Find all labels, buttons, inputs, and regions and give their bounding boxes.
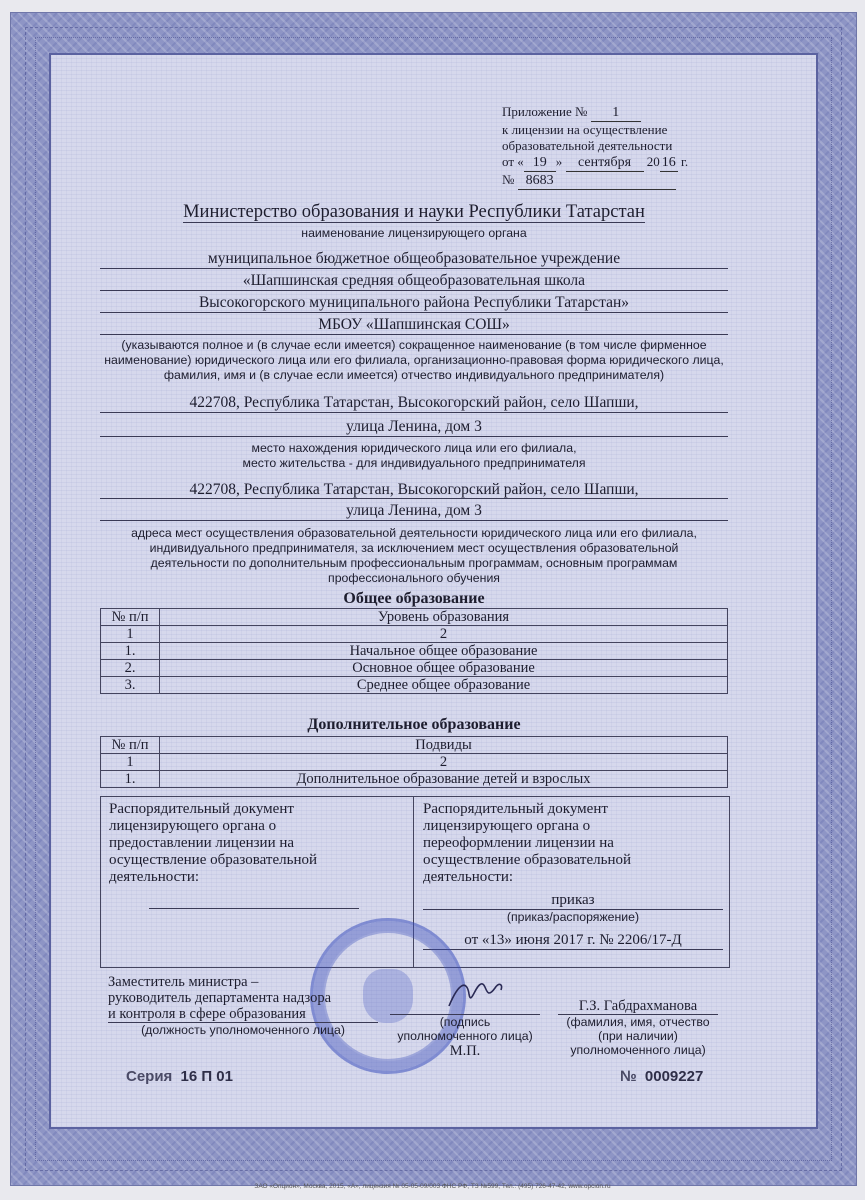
reissue-order-line2: лицензирующего органа о xyxy=(423,818,591,834)
col-name-index: 2 xyxy=(160,626,728,643)
row-name: Среднее общее образование xyxy=(160,677,728,694)
org-caption: (указываются полное и (в случае если имеется) сокращенное наименование (в том числе фирменное наименование) юридического лица или его филиала, организационно-правовая форма юридического лица, фамилия, имя и (в случае если имеется) отчество индивидуального предпринимателя) xyxy=(104,338,724,382)
row-name: Начальное общее образование xyxy=(160,643,728,660)
reissue-order xyxy=(423,801,723,950)
annex-number: 1 xyxy=(591,105,641,122)
org-line1: муниципальное бюджетное общеобразовательное учреждение xyxy=(100,250,728,269)
license-annex xyxy=(100,96,728,1096)
activity-caption2: индивидуального предпринимателя, за исключением мест осуществления образовательной xyxy=(149,541,679,555)
annex-header xyxy=(502,104,722,190)
seal-caption: М.П. xyxy=(449,1043,481,1059)
reissue-doc-type: приказ xyxy=(423,892,723,910)
date-day: 19 xyxy=(524,155,556,172)
grant-order-line2: лицензирующего органа о xyxy=(109,818,277,834)
printer-imprint: ЗАО «Опцион», Москва, 2015, «А», лицензия № 05-05-09/003 ФНС РФ, ТЗ №599, Тел.: (495) 726-47-42, www.opcion.ru xyxy=(254,1183,611,1190)
annex-label: Приложение № xyxy=(502,104,588,119)
col-num-header: № п/п xyxy=(101,737,160,754)
col-name-index: 2 xyxy=(160,754,728,771)
signatory-name-block xyxy=(558,998,718,1057)
date-mid: » xyxy=(555,154,563,169)
annex-date xyxy=(502,154,722,172)
position-caption: (должность уполномоченного лица) xyxy=(141,1023,345,1037)
annex-line2: к лицензии на осуществление xyxy=(502,122,668,137)
license-no-label: № xyxy=(502,172,515,187)
org-line2: «Шапшинская средняя общеобразовательная школа xyxy=(100,272,728,291)
activity-rule1 xyxy=(100,498,728,499)
form-number-label: № xyxy=(620,1068,637,1085)
general-education-title: Общее образование xyxy=(343,590,485,607)
position-line2: руководитель департамента надзора xyxy=(108,990,332,1006)
reissue-order-line1: Распорядительный документ xyxy=(423,801,608,817)
activity-caption1: адреса мест осуществления образовательной деятельности юридического лица или его филиала, xyxy=(131,526,697,540)
org-short-name: МБОУ «Шапшинская СОШ» xyxy=(100,316,728,335)
authority-name xyxy=(100,202,728,223)
activity-line1: 422708, Республика Татарстан, Высокогорский район, село Шапши, xyxy=(189,481,639,498)
annex-line3: образовательной деятельности xyxy=(502,138,673,153)
series-label: Серия xyxy=(126,1068,173,1085)
org-line3: Высокогорского муниципального района Республики Татарстан» xyxy=(100,294,728,313)
license-number: 8683 xyxy=(518,173,676,190)
table-row xyxy=(101,677,728,694)
grant-order xyxy=(109,801,405,909)
form-number: 0009227 xyxy=(644,1068,704,1085)
location-caption1: место нахождения юридического лица или его филиала, xyxy=(251,441,577,455)
location-line1: 422708, Республика Татарстан, Высокогорский район, село Шапши, xyxy=(189,394,639,411)
col-num-index: 1 xyxy=(101,626,160,643)
date-year-prefix: 20 xyxy=(646,154,660,169)
col-num-index: 1 xyxy=(101,754,160,771)
row-num: 1. xyxy=(101,771,160,788)
row-name: Основное общее образование xyxy=(160,660,728,677)
row-num: 2. xyxy=(101,660,160,677)
position-line1: Заместитель министра – xyxy=(108,974,259,990)
activity-caption3: деятельности по дополнительным профессиональным программам, основным программам xyxy=(150,556,678,570)
col-name-header: Подвиды xyxy=(160,737,728,754)
date-month: сентября xyxy=(566,155,644,172)
table-index-row xyxy=(101,626,728,643)
grant-order-line4: осуществление образовательной xyxy=(109,852,317,868)
signatory-name: Г.З. Габдрахманова xyxy=(558,998,718,1015)
table-row xyxy=(101,771,728,788)
date-year: 16 xyxy=(661,155,676,170)
reissue-order-line5: деятельности: xyxy=(423,869,514,885)
row-num: 3. xyxy=(101,677,160,694)
grant-order-line5: деятельности: xyxy=(109,869,200,885)
form-number-block xyxy=(620,1068,703,1085)
col-name-header: Уровень образования xyxy=(160,609,728,626)
table-row xyxy=(101,660,728,677)
date-prefix: от « xyxy=(502,154,524,169)
date-suffix: г. xyxy=(681,154,689,169)
grant-order-line1: Распорядительный документ xyxy=(109,801,294,817)
authority-name-text: Министерство образования и науки Республики Татарстан xyxy=(183,202,645,222)
signatory-position xyxy=(108,974,378,1037)
name-caption3: уполномоченного лица) xyxy=(570,1043,706,1057)
table-header-row xyxy=(101,737,728,754)
signature-caption2: уполномоченного лица) xyxy=(397,1029,533,1043)
name-caption1: (фамилия, имя, отчество xyxy=(566,1015,710,1029)
reissue-doc-ref: от «13» июня 2017 г. № 2206/17-Д xyxy=(423,932,723,950)
signature-caption1: (подпись xyxy=(439,1015,491,1029)
general-education-table xyxy=(100,608,728,694)
reissue-order-line3: переоформлении лицензии на xyxy=(423,835,614,851)
location-rule1 xyxy=(100,412,728,413)
grant-order-line3: предоставлении лицензии на xyxy=(109,835,295,851)
location-caption2: место жительства - для индивидуального предпринимателя xyxy=(242,456,586,470)
location-line2: улица Ленина, дом 3 xyxy=(100,418,728,437)
row-num: 1. xyxy=(101,643,160,660)
additional-education-table xyxy=(100,736,728,788)
name-caption2: (при наличии) xyxy=(598,1029,678,1043)
grant-order-blank xyxy=(149,908,359,909)
activity-caption4: профессионального обучения xyxy=(328,571,500,585)
row-name: Дополнительное образование детей и взрослых xyxy=(160,771,728,788)
signature-block xyxy=(390,1014,540,1059)
handwritten-signature xyxy=(445,976,505,1014)
table-header-row xyxy=(101,609,728,626)
series-value: 16 П 01 xyxy=(180,1068,233,1085)
position-line3: и контроля в сфере образования xyxy=(108,1006,378,1023)
series-block xyxy=(126,1068,233,1085)
col-num-header: № п/п xyxy=(101,609,160,626)
reissue-doc-caption: (приказ/распоряжение) xyxy=(506,910,640,924)
authority-caption: наименование лицензирующего органа xyxy=(301,226,527,240)
reissue-order-line4: осуществление образовательной xyxy=(423,852,631,868)
table-index-row xyxy=(101,754,728,771)
additional-education-title: Дополнительное образование xyxy=(307,716,521,733)
table-row xyxy=(101,643,728,660)
activity-line2: улица Ленина, дом 3 xyxy=(100,502,728,521)
